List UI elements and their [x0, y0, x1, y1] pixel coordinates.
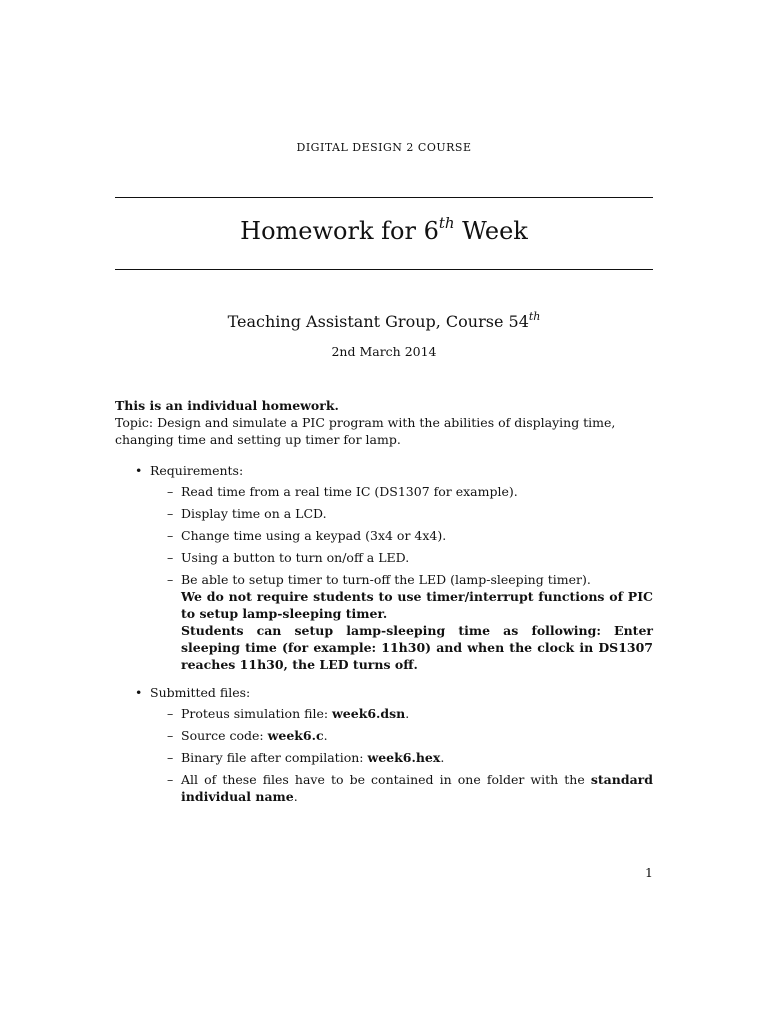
requirements-label: Requirements:	[150, 463, 244, 478]
bullet-icon: •	[135, 463, 143, 478]
requirement-text: Using a button to turn on/off a LED.	[181, 550, 410, 565]
dash-icon: –	[167, 506, 174, 521]
requirements-list	[150, 483, 653, 673]
dash-icon: –	[167, 772, 174, 787]
bullet-icon: •	[135, 685, 143, 700]
author-line	[0, 312, 768, 331]
file-name: week6.c	[267, 728, 324, 743]
file-description: Binary file after compilation:	[181, 750, 368, 765]
intro-section	[115, 397, 653, 448]
punctuation: .	[293, 789, 298, 804]
dash-icon: –	[167, 484, 174, 499]
requirement-text: Be able to setup timer to turn-off the LED (lamp-sleeping timer).	[181, 572, 591, 587]
list-item	[150, 527, 653, 544]
dash-icon: –	[167, 728, 174, 743]
punctuation: .	[440, 750, 445, 765]
punctuation: .	[405, 706, 410, 721]
document-title	[0, 214, 768, 245]
title-rule-top	[115, 197, 653, 198]
title-superscript: th	[438, 214, 455, 232]
dash-icon: –	[167, 572, 174, 587]
list-item	[150, 705, 653, 722]
dash-icon: –	[167, 550, 174, 565]
title-suffix: Week	[454, 217, 528, 245]
list-item	[150, 749, 653, 766]
page-number: 1	[645, 865, 653, 880]
submitted-files-item	[115, 684, 653, 805]
list-item	[150, 727, 653, 744]
list-item	[150, 771, 653, 805]
title-rule-bottom	[115, 269, 653, 270]
requirement-text: Display time on a LCD.	[181, 506, 327, 521]
file-name: week6.hex	[367, 750, 441, 765]
dash-icon: –	[167, 528, 174, 543]
main-list	[115, 462, 653, 805]
list-item	[150, 483, 653, 500]
individual-homework-note: This is an individual homework.	[115, 398, 339, 413]
file-name: week6.dsn	[332, 706, 406, 721]
dash-icon: –	[167, 750, 174, 765]
author-prefix: Teaching Assistant Group, Course 54	[227, 312, 529, 331]
file-description: All of these files have to be contained in one folder with the	[181, 772, 591, 787]
requirement-text: Read time from a real time IC (DS1307 for example).	[181, 484, 518, 499]
author-superscript: th	[528, 310, 541, 323]
file-description: Source code:	[181, 728, 268, 743]
submitted-files-list	[150, 705, 653, 805]
document-body	[115, 397, 653, 810]
topic-paragraph: Topic: Design and simulate a PIC program with the abilities of displaying time, changing time and setting up timer for lamp.	[115, 415, 616, 447]
submitted-files-label: Submitted files:	[150, 685, 251, 700]
list-item	[150, 571, 653, 673]
requirements-item	[115, 462, 653, 673]
title-prefix: Homework for 6	[240, 217, 439, 245]
folder-name-requirement: standard individual name	[181, 772, 653, 804]
sleeping-time-note: Students can setup lamp-sleeping time as following: Enter sleeping time (for example: 11h30) and when the clock in DS1307 reaches 11h30, the LED turns off.	[181, 623, 653, 672]
punctuation: .	[323, 728, 328, 743]
dash-icon: –	[167, 706, 174, 721]
requirement-text: Change time using a keypad (3x4 or 4x4).	[181, 528, 447, 543]
list-item	[150, 505, 653, 522]
course-header: DIGITAL DESIGN 2 COURSE	[296, 141, 472, 154]
file-description: Proteus simulation file:	[181, 706, 333, 721]
timer-note: We do not require students to use timer/interrupt functions of PIC to setup lamp-sleeping timer.	[181, 589, 653, 621]
list-item	[150, 549, 653, 566]
document-date: 2nd March 2014	[331, 344, 437, 359]
